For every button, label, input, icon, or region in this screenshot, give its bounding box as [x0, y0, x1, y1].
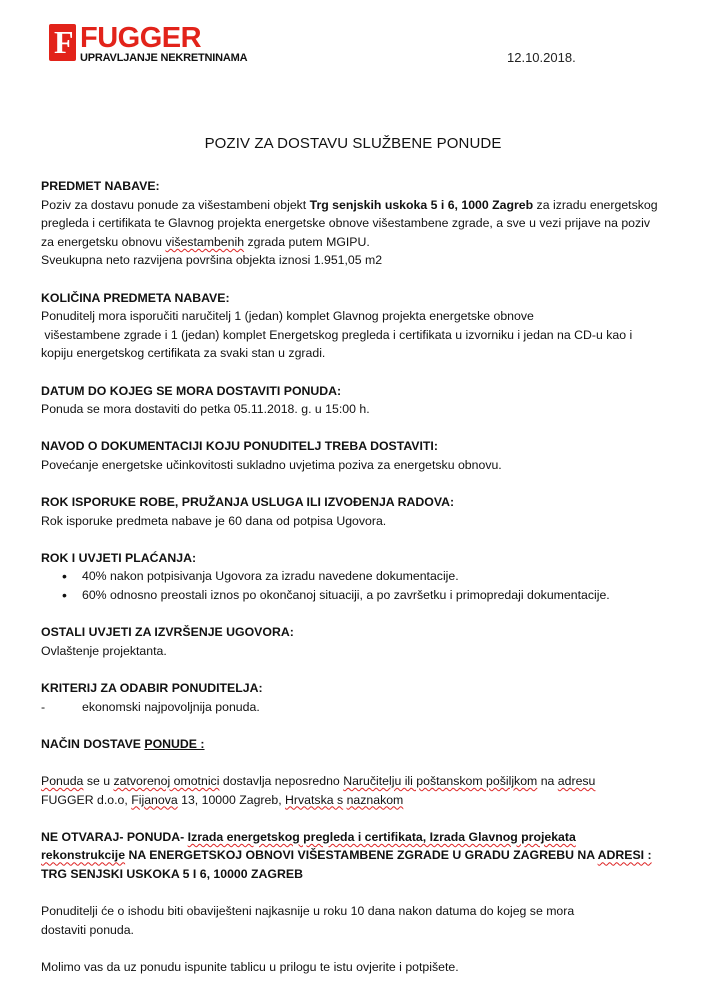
- section-nacin-dostave: [41, 735, 681, 754]
- paragraph-line: kopiju energetskog certifikata za svaki stan u zgradi.: [41, 346, 326, 361]
- paragraph-line: višestambene zgrade i 1 (jedan) komplet Energetskog pregleda i certifikata u izvorniku i jedan na CD-u kao i: [41, 327, 633, 342]
- paragraph-line: NE OTVARAJ- PONUDA- Izrada energetskog pregleda i certifikata, Izrada Glavnog projekata: [41, 829, 576, 844]
- section-heading: KOLIČINA PREDMETA NABAVE:: [41, 290, 230, 305]
- paragraph-line: Ovlaštenje projektanta.: [41, 643, 167, 658]
- section-ne-otvaraj: [41, 828, 681, 884]
- payment-terms-list: [41, 567, 681, 604]
- section-heading: DATUM DO KOJEG SE MORA DOSTAVITI PONUDA:: [41, 383, 342, 398]
- paragraph-line: Molimo vas da uz ponudu ispunite tablicu u prilogu te istu ovjerite i potpišete.: [41, 959, 459, 974]
- paragraph-line: Poziv za dostavu ponude za višestambeni objekt Trg senjskih uskoka 5 i 6, 1000 Zagreb za izradu energetskog: [41, 197, 658, 212]
- section-obavijest: [41, 902, 681, 939]
- logo-name: FUGGER: [80, 22, 202, 54]
- paragraph-line: Ponuditelji će o ishodu biti obaviješteni najkasnije u roku 10 dana nakon datuma do kojeg se mora: [41, 904, 575, 919]
- paragraph-line: Ponuda se mora dostaviti do petka 05.11.2018. g. u 15:00 h.: [41, 402, 370, 417]
- section-placanje: [41, 549, 681, 605]
- section-kriterij: [41, 679, 681, 716]
- logo-subtitle: UPRAVLJANJE NEKRETNINAMA: [80, 52, 248, 64]
- paragraph-line: Sveukupna neto razvijena površina objekta iznosi 1.951,05 m2: [41, 253, 383, 268]
- section-navod: [41, 437, 681, 474]
- list-item: • 60% odnosno preostali iznos po okončanoj situaciji, a po završetku i primopredaji dokumentacije.: [41, 586, 681, 605]
- section-rok-isporuke: [41, 493, 681, 530]
- section-ostali: [41, 623, 681, 660]
- paragraph-line: Ponuda se u zatvorenoj omotnici dostavlja neposredno Naručitelju ili poštanskom pošiljkom na adresu: [41, 774, 596, 788]
- paragraph-line: Ponuditelj mora isporučiti naručitelj 1 (jedan) komplet Glavnog projekta energetske obnove: [41, 309, 534, 324]
- section-predmet: [41, 177, 681, 270]
- paragraph-line: FUGGER d.o.o, Fijanova 13, 10000 Zagreb, Hrvatska s naznakom: [41, 792, 404, 807]
- logo-mark: F: [49, 24, 76, 61]
- list-item: • 40% nakon potpisivanja Ugovora za izradu navedene dokumentacije.: [41, 567, 681, 586]
- list-item: - ekonomski najpovoljnija ponuda.: [41, 699, 260, 714]
- section-molimo: [41, 958, 681, 977]
- document-title: POZIV ZA DOSTAVU SLUŽBENE PONUDE: [204, 135, 502, 152]
- section-heading: NAČIN DOSTAVE PONUDE :: [41, 736, 205, 751]
- section-heading: PREDMET NABAVE:: [41, 179, 160, 193]
- section-datum: [41, 382, 681, 419]
- section-heading: OSTALI UVJETI ZA IZVRŠENJE UGOVORA:: [41, 625, 294, 640]
- document-date: 12.10.2018.: [507, 50, 576, 65]
- document-body: [41, 177, 681, 995]
- paragraph-line: pregleda i certifikata te Glavnog projekta energetske obnove višestambene zgrade, a sve u vezi prijave na poziv: [41, 216, 651, 231]
- section-heading: NAVOD O DOKUMENTACIJI KOJU PONUDITELJ TREBA DOSTAVITI:: [41, 439, 438, 454]
- section-nacin-text: [41, 772, 681, 809]
- paragraph-line: TRG SENJSKI USKOKA 5 I 6, 10000 ZAGREB: [41, 866, 303, 881]
- paragraph-line: dostaviti ponuda.: [41, 922, 134, 937]
- paragraph-line: Povećanje energetske učinkovitosti sukladno uvjetima poziva za energetsku obnovu.: [41, 457, 502, 472]
- paragraph-line: Rok isporuke predmeta nabave je 60 dana od potpisa Ugovora.: [41, 513, 387, 528]
- section-kolicina: [41, 289, 681, 363]
- paragraph-line: rekonstrukcije NA ENERGETSKOJ OBNOVI VIŠESTAMBENE ZGRADE U GRADU ZAGREBU NA ADRESI :: [41, 848, 652, 863]
- section-heading: ROK ISPORUKE ROBE, PRUŽANJA USLUGA ILI IZVOĐENJA RADOVA:: [41, 495, 455, 510]
- section-heading: KRITERIJ ZA ODABIR PONUDITELJA:: [41, 681, 263, 696]
- paragraph-line: za energetsku obnovu višestambenih zgrada putem MGIPU.: [41, 234, 370, 249]
- section-heading: ROK I UVJETI PLAĆANJA:: [41, 550, 197, 565]
- company-logo: [49, 22, 248, 64]
